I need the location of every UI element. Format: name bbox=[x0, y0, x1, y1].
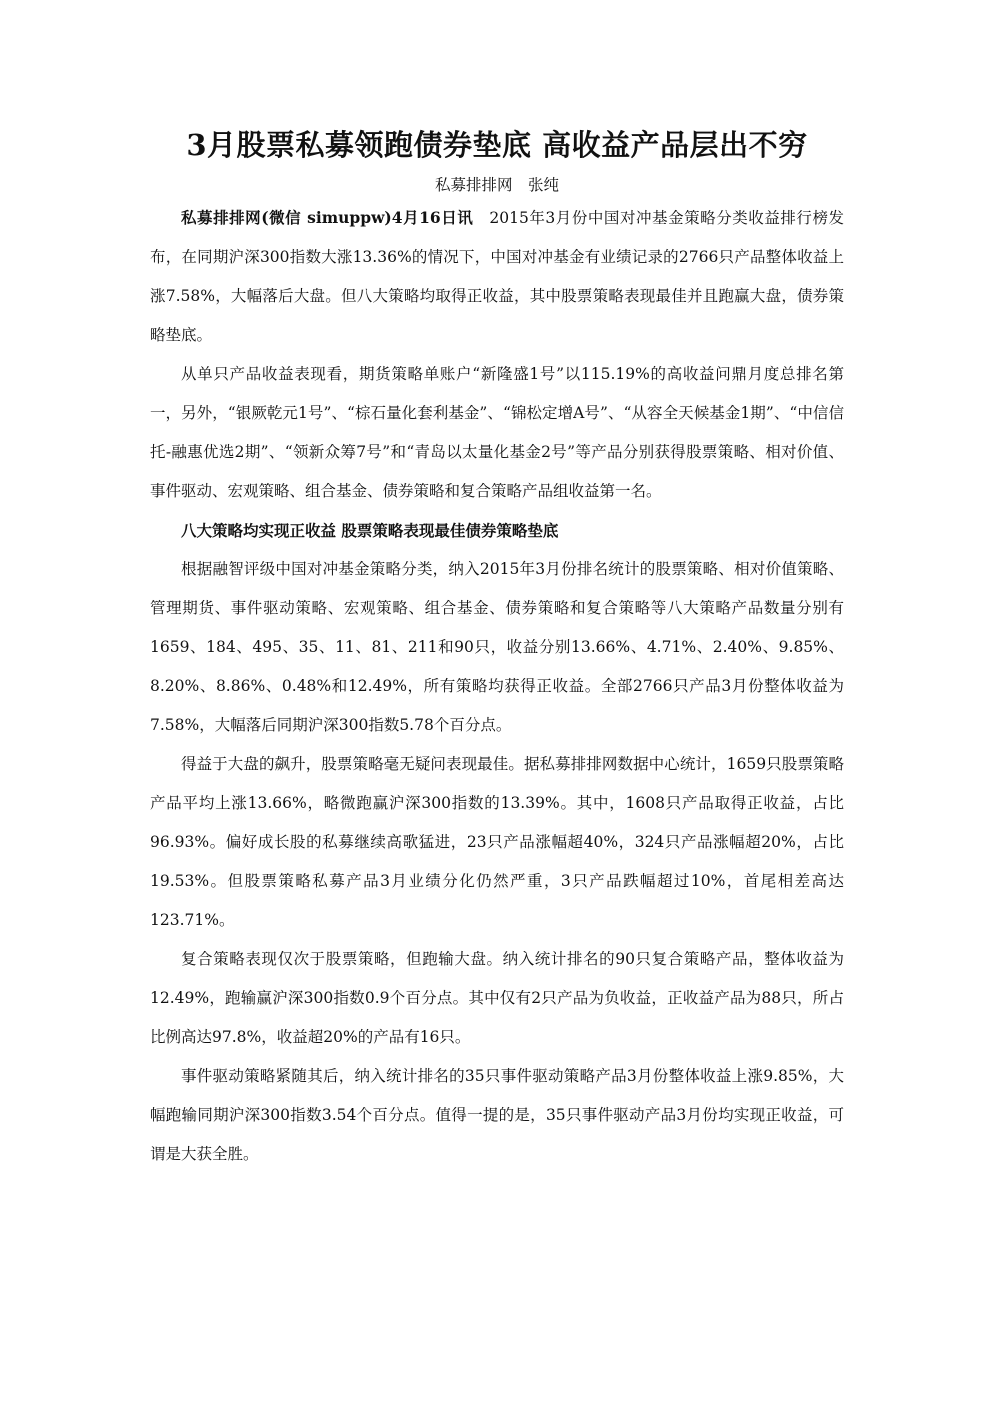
article-title: 3月股票私募领跑债券垫底 高收益产品层出不穷 bbox=[186, 128, 808, 162]
paragraph-event-driven-strategy: 事件驱动策略紧随其后，纳入统计排名的35只事件驱动策略产品3月份整体收益上涨9.85%，大幅跑输同期沪深300指数3.54个百分点。值得一提的是，35只事件驱动产品3月份均实现正收益，可谓是大获全胜。 bbox=[150, 1067, 844, 1163]
article-byline: 私募排排网 张纯 bbox=[434, 176, 559, 194]
lead-dateline: 私募排排网(微信 simuppw)4月16日讯 bbox=[181, 208, 474, 227]
paragraph-strategy-overview: 根据融智评级中国对冲基金策略分类，纳入2015年3月份排名统计的股票策略、相对价值策略、管理期货、事件驱动策略、宏观策略、组合基金、债券策略和复合策略等八大策略产品数量分别有1659、184、495、35、11、81、211和90只，收益分别13.66%、4.71%、2.40%、9.85%、8.20%、8.86%、0.48%和12.49%，所有策略均获得正收益。全部2766只产品3月份整体收益为7.58%，大幅落后同期沪深300指数5.78个百分点。 bbox=[150, 560, 844, 734]
lead-text: 2015年3月份中国对冲基金策略分类收益排行榜发布，在同期沪深300指数大涨13.36%的情况下，中国对冲基金有业绩记录的2766只产品整体收益上涨7.58%，大幅落后大盘。但八大策略均取得正收益，其中股票策略表现最佳并且跑赢大盘，债券策略垫底。 bbox=[150, 209, 844, 344]
paragraph-composite-strategy: 复合策略表现仅次于股票策略，但跑输大盘。纳入统计排名的90只复合策略产品，整体收益为12.49%，跑输赢沪深300指数0.9个百分点。其中仅有2只产品为负收益，正收益产品为88只，所占比例高达97.8%，收益超20%的产品有16只。 bbox=[150, 950, 844, 1046]
paragraph-stock-strategy: 得益于大盘的飙升，股票策略毫无疑问表现最佳。据私募排排网数据中心统计，1659只股票策略产品平均上涨13.66%，略微跑赢沪深300指数的13.39%。其中，1608只产品取得正收益，占比96.93%。偏好成长股的私募继续高歌猛进，23只产品涨幅超40%，324只产品涨幅超20%，占比19.53%。但股票策略私募产品3月业绩分化仍然严重，3只产品跌幅超过10%，首尾相差高达123.71%。 bbox=[150, 755, 844, 929]
paragraph-top-products: 从单只产品收益表现看，期货策略单账户“新隆盛1号”以115.19%的高收益问鼎月度总排名第一，另外，“银厥乾元1号”、“棕石量化套利基金”、“锦松定增A号”、“从容全天候基金1期”、“中信信托-融惠优选2期”、“领新众筹7号”和“青岛以太量化基金2号”等产品分别获得股票策略、相对价值、事件驱动、宏观策略、组合基金、债券策略和复合策略产品组收益第一名。 bbox=[150, 365, 844, 500]
lead-paragraph bbox=[150, 198, 844, 355]
section-heading: 八大策略均实现正收益 股票策略表现最佳债券策略垫底 bbox=[181, 521, 559, 540]
document-page bbox=[150, 118, 844, 1174]
